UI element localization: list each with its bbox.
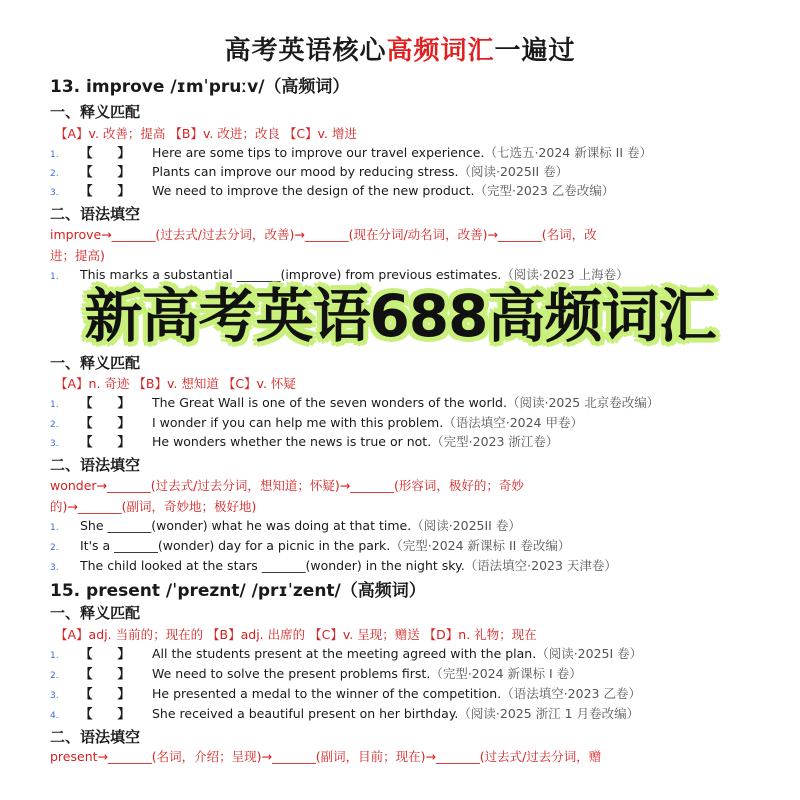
example-source: （完型·2024 新课标 I 卷） bbox=[430, 666, 582, 681]
answer-bracket: 【 】 bbox=[80, 145, 131, 160]
example-number: 1. bbox=[50, 400, 59, 410]
word-forms-fill bbox=[50, 746, 750, 767]
page-title bbox=[0, 30, 800, 67]
example-sentence bbox=[50, 181, 770, 199]
answer-bracket: 【 】 bbox=[80, 434, 131, 449]
example-sentence bbox=[50, 432, 770, 450]
fill-example bbox=[50, 536, 770, 554]
example-number: 4. bbox=[50, 711, 59, 721]
example-text: Plants can improve our mood by reducing stress. bbox=[152, 164, 459, 179]
example-source: （完型·2023 浙江卷） bbox=[431, 434, 559, 449]
example-source: （语法填空·2023 乙卷） bbox=[501, 686, 641, 701]
title-part-3: 一遍过 bbox=[494, 36, 576, 66]
example-sentence bbox=[50, 704, 770, 722]
definition-options: 【A】n. 奇迹 【B】v. 想知道 【C】v. 怀疑 bbox=[55, 376, 296, 391]
answer-bracket: 【 】 bbox=[80, 164, 131, 179]
answer-bracket: 【 】 bbox=[80, 666, 131, 681]
answer-bracket: 【 】 bbox=[80, 395, 131, 410]
section-heading-matching: 一、释义匹配 bbox=[50, 103, 141, 121]
word-forms-fill bbox=[50, 224, 750, 266]
example-text: We need to improve the design of the new product. bbox=[152, 183, 475, 198]
example-text: It's a _______(wonder) day for a picnic in the park. bbox=[80, 538, 391, 553]
example-source: （阅读·2025II 卷） bbox=[411, 518, 521, 533]
word-forms-line: improve→_______(过去式/过去分词，改善)→_______(现在分词/动名词，改善)→_______(名词，改 bbox=[50, 227, 597, 242]
example-text: He wonders whether the news is true or not. bbox=[152, 434, 432, 449]
example-sentence bbox=[50, 393, 770, 411]
example-text: I wonder if you can help me with this problem. bbox=[152, 415, 444, 430]
example-sentence bbox=[50, 143, 770, 161]
example-text: The child looked at the stars _______(wonder) in the night sky. bbox=[80, 558, 465, 573]
example-source: （阅读·2025I 卷） bbox=[536, 646, 643, 661]
entry-heading-present: 15. present /ˈpreznt/ /prɪˈzent/（高频词） bbox=[50, 581, 426, 601]
example-source: （语法填空·2024 甲卷） bbox=[443, 415, 583, 430]
example-source: （阅读·2023 上海卷） bbox=[501, 267, 629, 282]
answer-bracket: 【 】 bbox=[80, 183, 131, 198]
answer-bracket: 【 】 bbox=[80, 706, 131, 721]
word-forms-line: 的)→_______(副词，奇妙地；极好地) bbox=[50, 499, 257, 514]
example-text: This marks a substantial _______(improve) from previous estimates. bbox=[80, 267, 502, 282]
example-number: 2. bbox=[50, 169, 59, 179]
example-source: （阅读·2025II 卷） bbox=[458, 164, 569, 179]
word-forms-line: present→_______(名词，介绍；呈现)→_______(副词，目前；现在)→_______(过去式/过去分词，赠 bbox=[50, 749, 602, 764]
fill-example bbox=[50, 516, 770, 534]
word-forms-line: 进；提高) bbox=[50, 248, 105, 263]
example-sentence bbox=[50, 162, 770, 180]
example-number: 2. bbox=[50, 543, 59, 553]
example-source: （七选五·2024 新课标 II 卷） bbox=[484, 145, 653, 160]
section-heading-matching: 一、释义匹配 bbox=[50, 604, 141, 622]
section-heading-matching: 一、释义匹配 bbox=[50, 354, 141, 372]
example-text: The Great Wall is one of the seven wonders of the world. bbox=[152, 395, 507, 410]
example-number: 1. bbox=[50, 523, 59, 533]
word-forms-line: wonder→_______(过去式/过去分词，想知道；怀疑)→_______(形容词，极好的；奇妙 bbox=[50, 478, 524, 493]
example-number: 1. bbox=[50, 150, 59, 160]
example-number: 2. bbox=[50, 671, 59, 681]
section-heading-grammar: 二、语法填空 bbox=[50, 456, 141, 474]
example-source: （完型·2023 乙卷改编） bbox=[474, 183, 615, 198]
example-text: We need to solve the present problems first. bbox=[152, 666, 431, 681]
answer-bracket: 【 】 bbox=[80, 646, 131, 661]
example-text: Here are some tips to improve our travel experience. bbox=[152, 145, 485, 160]
definition-options: 【A】v. 改善；提高 【B】v. 改进；改良 【C】v. 增进 bbox=[55, 126, 357, 141]
example-number: 3. bbox=[50, 439, 59, 449]
example-source: （完型·2024 新课标 II 卷改编） bbox=[390, 538, 571, 553]
section-heading-grammar: 二、语法填空 bbox=[50, 728, 141, 746]
section-heading-grammar: 二、语法填空 bbox=[50, 205, 141, 223]
answer-bracket: 【 】 bbox=[80, 686, 131, 701]
example-number: 3. bbox=[50, 188, 59, 198]
title-part-1: 高考英语核心 bbox=[224, 36, 387, 66]
example-number: 1. bbox=[50, 272, 59, 282]
example-sentence bbox=[50, 664, 770, 682]
fill-example bbox=[50, 556, 770, 574]
example-number: 1. bbox=[50, 651, 59, 661]
example-text: He presented a medal to the winner of the competition. bbox=[152, 686, 502, 701]
overlay-banner: 新高考英语688高频词汇 bbox=[84, 282, 716, 350]
example-number: 3. bbox=[50, 563, 59, 573]
example-text: She _______(wonder) what he was doing at that time. bbox=[80, 518, 412, 533]
entry-heading-improve: 13. improve /ɪmˈpruːv/（高频词） bbox=[50, 77, 350, 97]
example-source: （阅读·2025 浙江 1 月卷改编） bbox=[458, 706, 640, 721]
example-number: 3. bbox=[50, 691, 59, 701]
example-sentence bbox=[50, 413, 770, 431]
word-forms-fill bbox=[50, 475, 750, 517]
example-sentence bbox=[50, 644, 770, 662]
example-sentence bbox=[50, 684, 770, 702]
definition-options: 【A】adj. 当前的；现在的 【B】adj. 出席的 【C】v. 呈现；赠送 【D】n. 礼物；现在 bbox=[55, 627, 537, 642]
example-text: All the students present at the meeting agreed with the plan. bbox=[152, 646, 537, 661]
example-text: She received a beautiful present on her birthday. bbox=[152, 706, 459, 721]
example-number: 2. bbox=[50, 420, 59, 430]
example-source: （语法填空·2023 天津卷） bbox=[464, 558, 617, 573]
example-source: （阅读·2025 北京卷改编） bbox=[506, 395, 660, 410]
answer-bracket: 【 】 bbox=[80, 415, 131, 430]
title-highlight: 高频词汇 bbox=[386, 36, 495, 66]
